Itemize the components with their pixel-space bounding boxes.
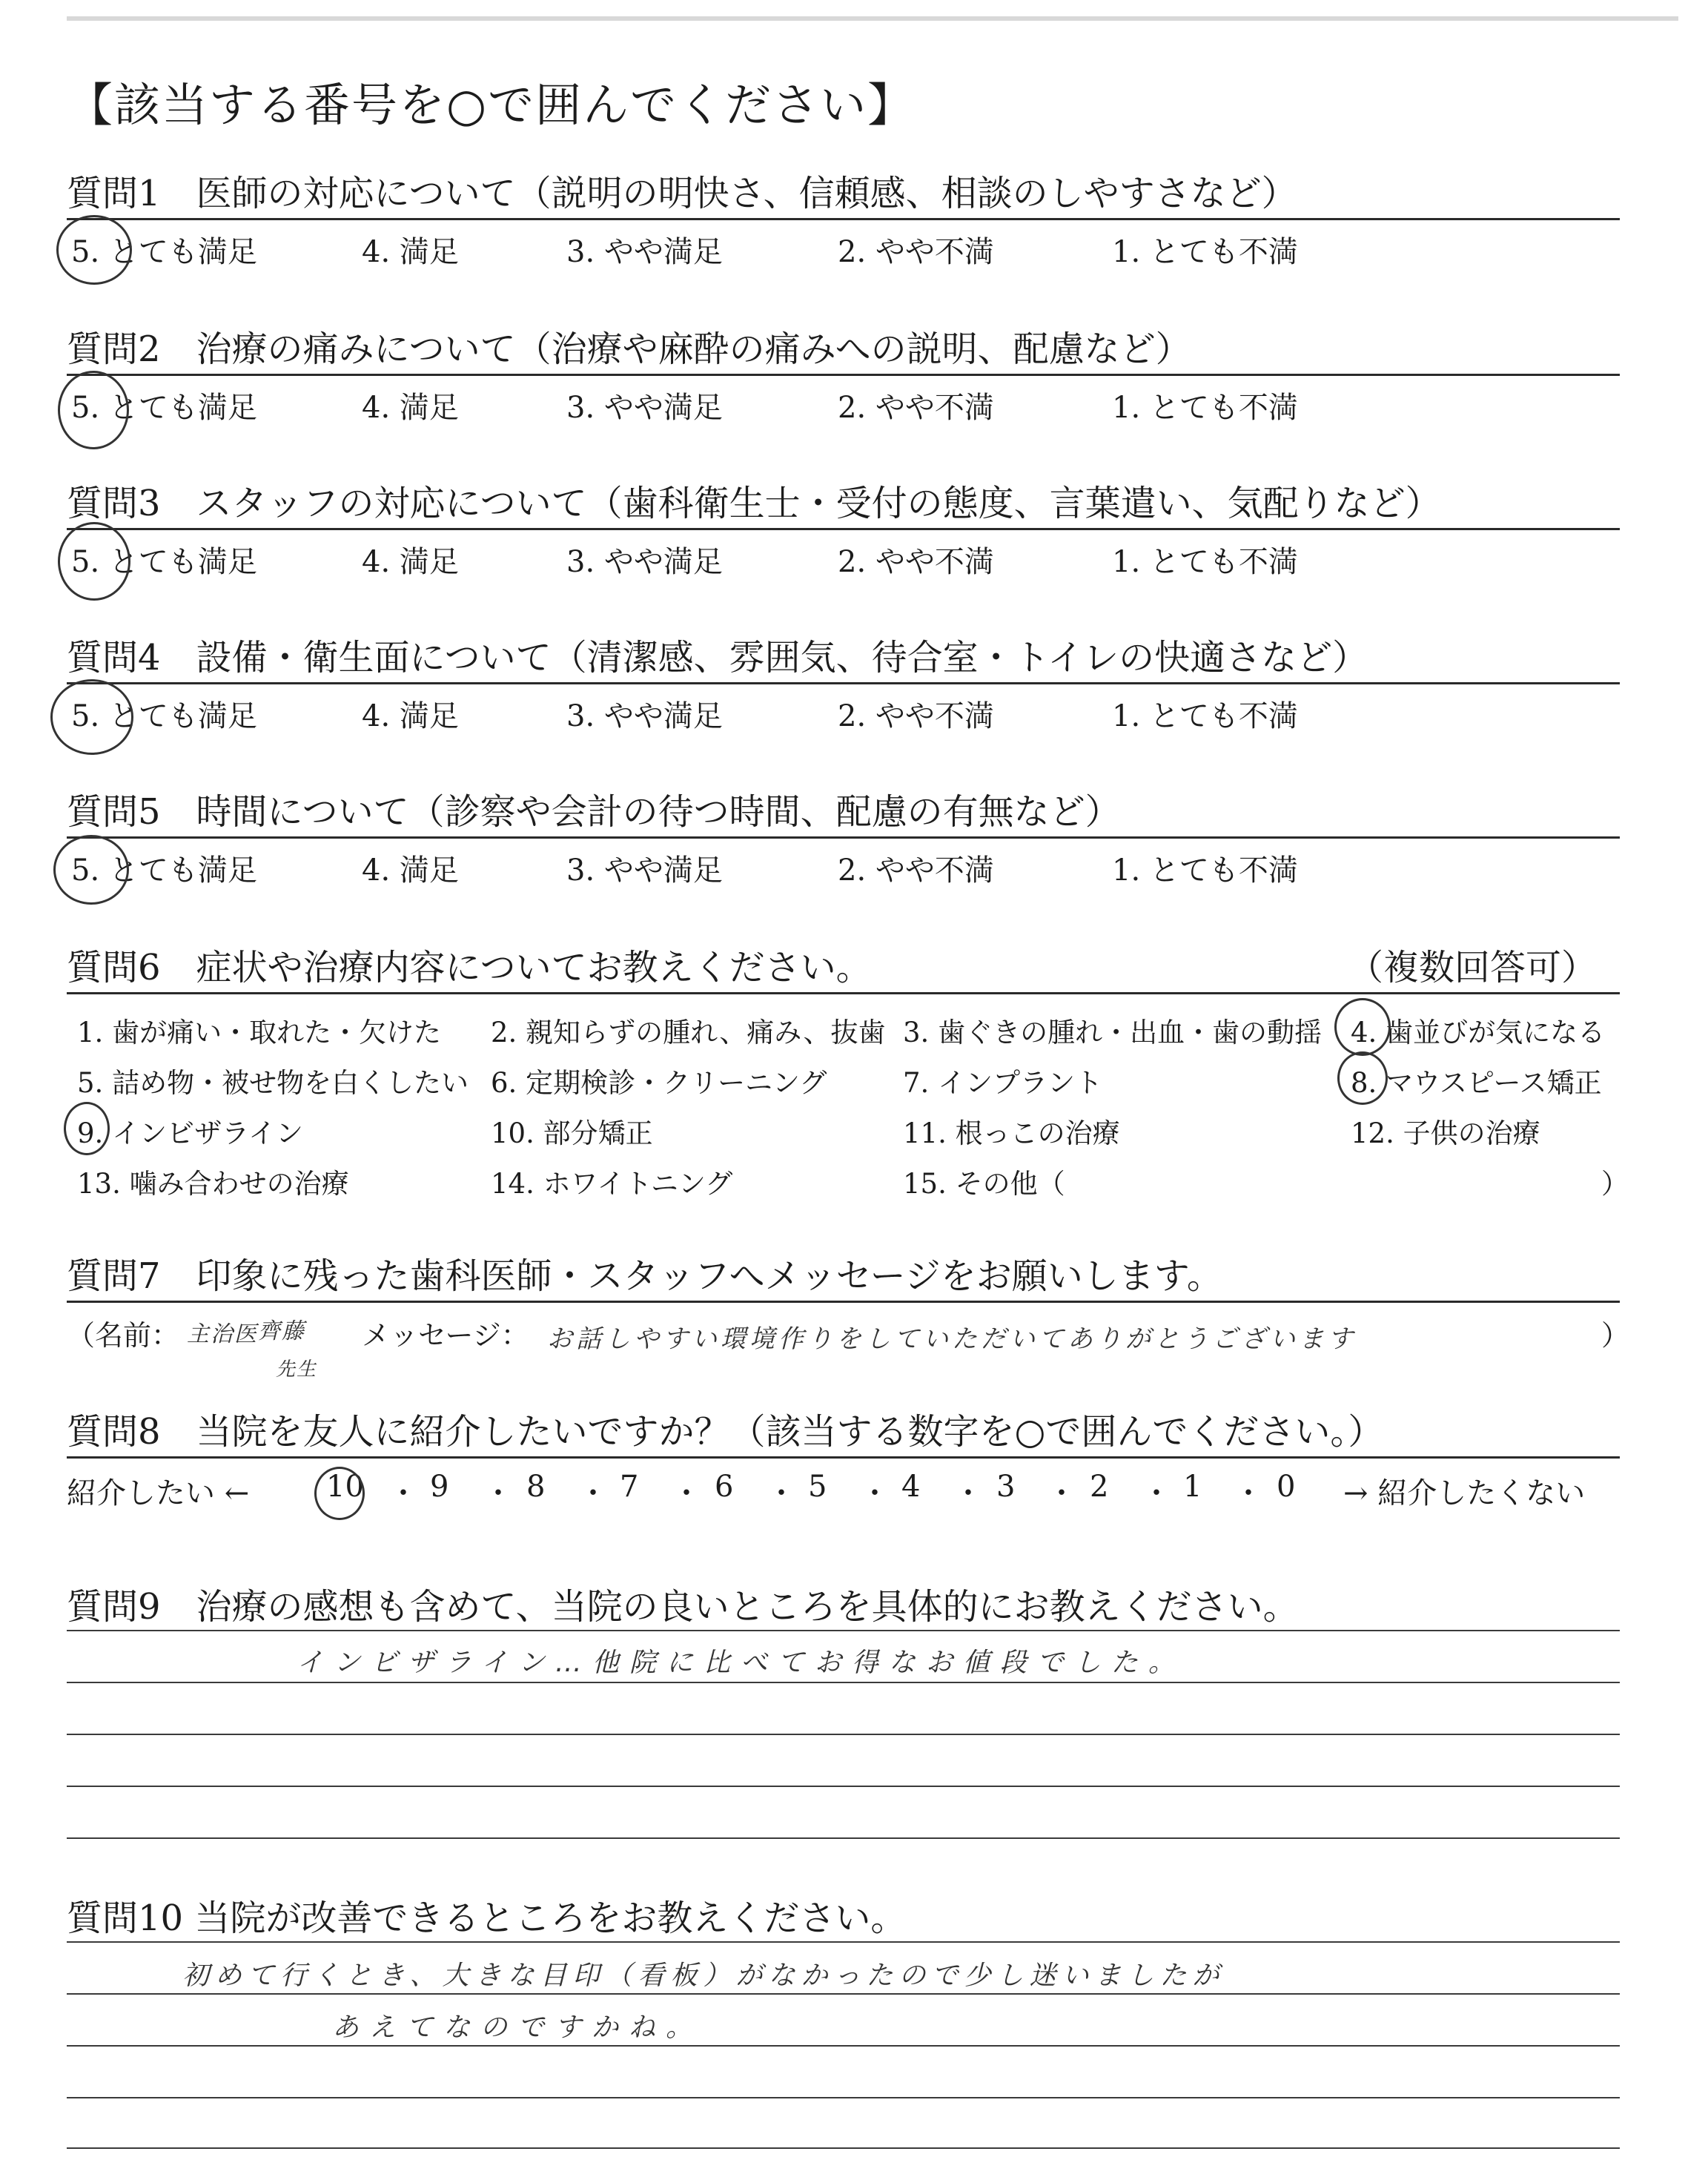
q2-option-5[interactable]: 5. とても満足 (71, 391, 257, 425)
q8-left-label: 紹介したい ← (67, 1476, 250, 1510)
question-1-rule (67, 218, 1620, 220)
q1-option-5[interactable]: 5. とても満足 (71, 235, 257, 269)
q6-item-8[interactable]: 8. マウスピース矯正 (1351, 1067, 1602, 1099)
question-9-label: 質問9 治療の感想も含めて、当院の良いところを具体的にお教えください。 (67, 1586, 1299, 1628)
question-7-label: 質問7 印象に残った歯科医師・スタッフへメッセージをお願いします。 (67, 1255, 1222, 1297)
q4-option-2[interactable]: 2. やや不満 (838, 699, 994, 733)
q6-item-12[interactable]: 12. 子供の治療 (1351, 1117, 1540, 1149)
q10-answer-line-5 (67, 2147, 1620, 2149)
question-6-label: 質問6 症状や治療内容についてお教えください。 (67, 947, 872, 988)
scan-edge (67, 16, 1678, 21)
q6-item-3[interactable]: 3. 歯ぐきの腫れ・出血・歯の動揺 (903, 1017, 1323, 1048)
q9-answer[interactable]: インビザライン…他院に比べてお得なお値段でした。 (297, 1648, 1185, 1678)
q2-option-2[interactable]: 2. やや不満 (838, 391, 994, 425)
q4-option-5[interactable]: 5. とても満足 (71, 699, 257, 733)
q6-item-1[interactable]: 1. 歯が痛い・取れた・欠けた (77, 1017, 442, 1048)
q8-scale-sep: ・ (1234, 1476, 1263, 1510)
q1-option-2[interactable]: 2. やや不満 (838, 235, 994, 269)
q8-scale-1[interactable]: 1 (1183, 1470, 1202, 1504)
q6-item-4[interactable]: 4. 歯並びが気になる (1351, 1017, 1606, 1048)
q7-name-value[interactable]: 主治医 (187, 1321, 258, 1347)
q9-answer-line-4 (67, 1786, 1620, 1787)
q8-scale-9[interactable]: 9 (430, 1470, 449, 1504)
q5-option-2[interactable]: 2. やや不満 (838, 853, 994, 888)
q8-scale-sep: ・ (953, 1476, 983, 1510)
q7-name-hand2: 先生 (276, 1358, 318, 1381)
q9-answer-line-1 (67, 1630, 1620, 1631)
q7-name-hand: 齊藤 (258, 1318, 305, 1344)
q8-scale-sep: ・ (483, 1476, 513, 1510)
question-4-rule (67, 682, 1620, 684)
q3-option-1[interactable]: 1. とても不満 (1112, 545, 1298, 579)
q5-option-1[interactable]: 1. とても不満 (1112, 853, 1298, 888)
q6-item-15[interactable]: 15. その他（ (903, 1168, 1065, 1200)
question-5-rule (67, 836, 1620, 839)
q8-scale-6[interactable]: 6 (715, 1470, 734, 1504)
q3-option-3[interactable]: 3. やや満足 (566, 545, 723, 579)
q7-name-label: （名前： (67, 1319, 180, 1352)
question-6-rule (67, 992, 1620, 994)
q8-scale-8[interactable]: 8 (526, 1470, 546, 1504)
q9-answer-line-5 (67, 1837, 1620, 1839)
q7-message-value[interactable]: お話しやすい環境作りをしていただいてありがとうございます (547, 1324, 1357, 1354)
q8-scale-sep: ・ (1142, 1476, 1171, 1510)
q8-scale-5[interactable]: 5 (808, 1470, 827, 1504)
q10-answer-line-2 (67, 1993, 1620, 1995)
q6-item-9[interactable]: 9. インビザライン (77, 1117, 303, 1149)
q8-right-label: → 紹介したくない (1343, 1476, 1586, 1510)
q5-option-4[interactable]: 4. 満足 (362, 853, 459, 888)
q9-answer-line-3 (67, 1734, 1620, 1735)
q8-scale-0[interactable]: 0 (1277, 1470, 1296, 1504)
q6-item-2[interactable]: 2. 親知らずの腫れ、痛み、抜歯 (491, 1017, 886, 1048)
question-8-rule (67, 1456, 1620, 1459)
q7-message-label: メッセージ： (362, 1319, 529, 1352)
q1-option-1[interactable]: 1. とても不満 (1112, 235, 1298, 269)
q10-answer-line-4 (67, 2097, 1620, 2098)
q9-answer-line-2 (67, 1682, 1620, 1683)
q8-scale-3[interactable]: 3 (996, 1470, 1016, 1504)
q2-option-4[interactable]: 4. 満足 (362, 391, 459, 425)
q8-scale-sep: ・ (860, 1476, 890, 1510)
q6-item-14[interactable]: 14. ホワイトニング (491, 1168, 733, 1200)
q8-scale-4[interactable]: 4 (901, 1470, 921, 1504)
q3-option-5[interactable]: 5. とても満足 (71, 545, 257, 579)
question-2-label: 質問2 治療の痛みについて（治療や麻酔の痛みへの説明、配慮など） (67, 328, 1191, 370)
q8-scale-sep: ・ (1047, 1476, 1076, 1510)
q6-item-5[interactable]: 5. 詰め物・被せ物を白くしたい (77, 1067, 469, 1099)
q7-close: ） (1601, 1319, 1630, 1352)
q6-item-7[interactable]: 7. インプラント (903, 1067, 1103, 1099)
q1-option-4[interactable]: 4. 満足 (362, 235, 459, 269)
q4-option-3[interactable]: 3. やや満足 (566, 699, 723, 733)
question-7-rule (67, 1301, 1620, 1303)
question-3-label: 質問3 スタッフの対応について（歯科衛生士・受付の態度、言葉遣い、気配りなど） (67, 483, 1441, 524)
q1-option-3[interactable]: 3. やや満足 (566, 235, 723, 269)
q2-option-1[interactable]: 1. とても不満 (1112, 391, 1298, 425)
q4-option-1[interactable]: 1. とても不満 (1112, 699, 1298, 733)
question-2-rule (67, 374, 1620, 376)
form-title: 【該当する番号を○で囲んでください】 (67, 78, 916, 132)
q8-scale-sep: ・ (388, 1476, 418, 1510)
q3-option-2[interactable]: 2. やや不満 (838, 545, 994, 579)
q6-item-15-close: ） (1601, 1168, 1629, 1200)
q10-answer-line-1-text[interactable]: 初めて行くとき、大きな目印（看板）がなかったので少し迷いましたが (182, 1961, 1225, 1991)
question-6-note: （複数回答可） (1348, 947, 1598, 988)
q8-scale-sep: ・ (767, 1476, 796, 1510)
question-3-rule (67, 528, 1620, 530)
q8-scale-7[interactable]: 7 (620, 1470, 639, 1504)
q6-item-6[interactable]: 6. 定期検診・クリーニング (491, 1067, 827, 1099)
q6-item-11[interactable]: 11. 根っこの治療 (903, 1117, 1120, 1149)
q10-answer-line-3 (67, 2045, 1620, 2047)
q4-option-4[interactable]: 4. 満足 (362, 699, 459, 733)
q10-answer-line-1 (67, 1941, 1620, 1943)
q6-item-10[interactable]: 10. 部分矯正 (491, 1117, 653, 1149)
q3-option-4[interactable]: 4. 満足 (362, 545, 459, 579)
q8-scale-sep: ・ (578, 1476, 608, 1510)
question-8-label: 質問8 当院を友人に紹介したいですか？（該当する数字を○で囲んでください。） (67, 1411, 1384, 1453)
question-5-label: 質問5 時間について（診察や会計の待つ時間、配慮の有無など） (67, 791, 1121, 833)
q8-scale-sep: ・ (672, 1476, 701, 1510)
q10-answer-line-2-text[interactable]: あえてなのですかね。 (332, 2012, 704, 2043)
q8-scale-2[interactable]: 2 (1090, 1470, 1109, 1504)
q5-option-3[interactable]: 3. やや満足 (566, 853, 723, 888)
question-1-label: 質問1 医師の対応について（説明の明快さ、信頼感、相談のしやすさなど） (67, 173, 1297, 214)
q6-item-13[interactable]: 13. 噛み合わせの治療 (77, 1168, 349, 1200)
q2-option-3[interactable]: 3. やや満足 (566, 391, 723, 425)
question-4-label: 質問4 設備・衛生面について（清潔感、雰囲気、待合室・トイレの快適さなど） (67, 637, 1368, 678)
q5-option-5[interactable]: 5. とても満足 (71, 853, 257, 888)
question-10-label: 質問10 当院が改善できるところをお教えください。 (67, 1898, 907, 1939)
q8-scale-10[interactable]: 10 (326, 1470, 364, 1504)
